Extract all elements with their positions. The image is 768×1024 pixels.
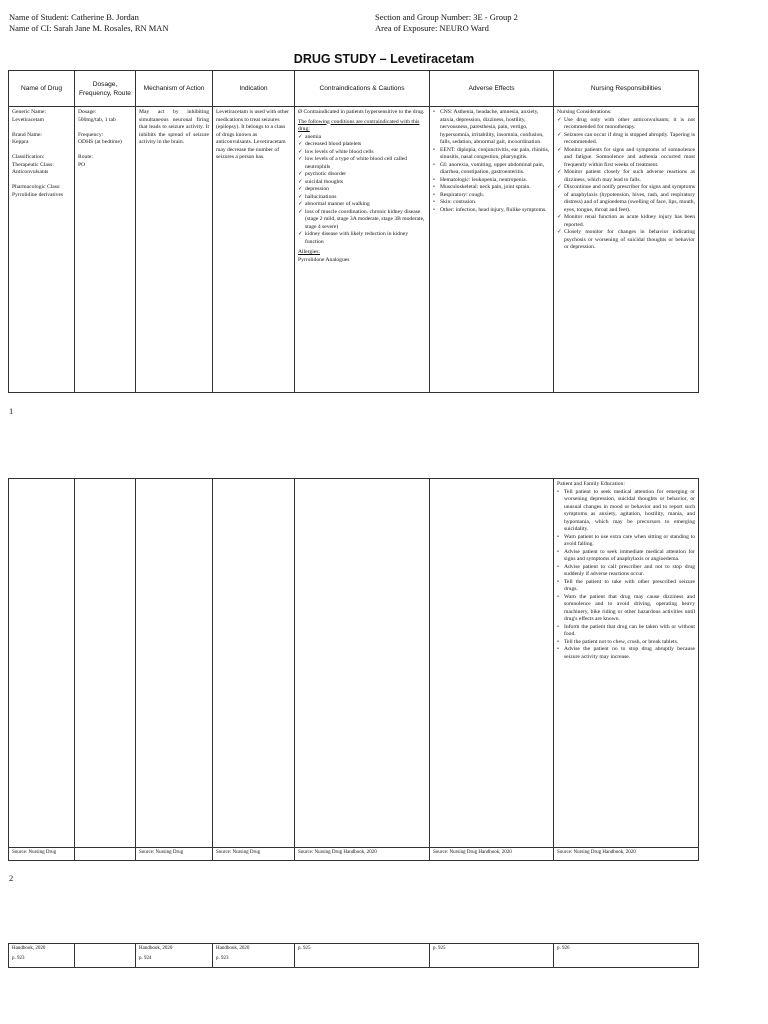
col-header-mechanism: Mechanism of Action: [136, 71, 213, 107]
empty-cell: [9, 479, 75, 848]
education-item: • Warn the patient that drug may cause dizziness and somnolence and to avoid driving, operating heavy machinery, bike riding or other hazardous activities until drug's effects are known.: [557, 594, 695, 624]
empty-cell: [430, 479, 554, 848]
contra-item: ✓ depression: [298, 186, 426, 194]
page-number-1: 1: [9, 406, 14, 416]
education-item: • Tell the patient to take with other prescribed seizure drugs.: [557, 579, 695, 594]
handbook-continuation-table: [8, 943, 699, 968]
dosage-line: 500mg/tab, 1 tab: [78, 116, 116, 123]
education-list: [557, 489, 695, 662]
dosage-line: PO: [78, 161, 86, 168]
ci-name: Name of CI: Sarah Jane M. Rosales, RN MAN: [9, 23, 169, 33]
source-cell: Source: Nursing Drug Handbook, 2020: [430, 848, 554, 861]
drug-study-table-continued: [8, 478, 699, 861]
empty-cell: [136, 479, 213, 848]
contra-intro: Ø Contraindicated in patients hypersensitive to the drug.: [298, 109, 425, 115]
empty-cell: [295, 479, 430, 848]
name-of-drug-line: Therapeutic Class:: [12, 161, 54, 168]
nursing-item: ✓ Monitor patients for signs and symptoms of somnolence and fatigue. Somnolence and asthenia occurred most frequently within first weeks of treatment.: [557, 147, 695, 170]
nursing-item: ✓ Closely monitor for changes in behavior indicating psychosis or worsening of suicidal thoughts or behavior or depression.: [557, 229, 695, 252]
dosage-cell: [75, 107, 136, 393]
name-of-drug-line: Anticonvulsants: [12, 169, 49, 175]
education-item: • Advise the patient no to stop drug abruptly because seizure activity may increase.: [557, 646, 695, 661]
student-name: Name of Student: Catherine B. Jordan: [9, 12, 139, 22]
handbook-cell: [75, 944, 136, 968]
education-item: • Tell the patient not to chew, crush, or break tablets.: [557, 639, 695, 647]
adverse-item: • Skin: contusion.: [433, 199, 550, 207]
education-item: • Advise patient to call prescriber and not to stop drug suddenly if adverse reactions occur.: [557, 564, 695, 579]
nursing-item: ✓ Use drug only with other anticonvulsants; it is not recommended for monotherapy.: [557, 117, 695, 132]
col-header-name: Name of Drug: [9, 71, 75, 107]
empty-cell: [75, 479, 136, 848]
adverse-item: • Other: infection, head injury, flulike symptoms.: [433, 207, 550, 215]
col-header-indication: Indication: [213, 71, 295, 107]
drug-study-table: [8, 70, 699, 393]
contra-item: ✓ psychotic disorder: [298, 171, 426, 179]
education-item: • Advise patient to seek immediate medical attention for signs and symptoms of anaphylaxis or angioedema.: [557, 549, 695, 564]
nursing-item: ✓ Seizures can occur if drug is stopped abruptly. Tapering is recommended.: [557, 132, 695, 147]
dosage-line: [78, 147, 132, 155]
contra-item: ✓ low levels of a type of white blood cell called neutrophils: [298, 156, 426, 171]
dosage-line: [78, 124, 132, 132]
contra-item: ✓ low levels of white blood cells: [298, 149, 426, 157]
nursing-list: [557, 117, 695, 252]
empty-cell: [213, 479, 295, 848]
source-cell: Source: Nursing Drug: [136, 848, 213, 861]
contra-item: ✓ kidney disease with likely reduction in kidney function: [298, 231, 426, 246]
education-item: • Inform the patient that drug can be taken with or without food.: [557, 624, 695, 639]
page-title: DRUG STUDY – Levetiracetam: [293, 52, 475, 66]
name-of-drug-line: Pyrrolidine derivatives: [12, 191, 64, 198]
contra-item: ✓ suicidal thoughts: [298, 179, 426, 187]
name-of-drug-line: Keppra: [12, 139, 29, 145]
name-of-drug-line: Brand Name:: [12, 131, 42, 138]
name-of-drug-line: [12, 124, 71, 132]
contra-item: ✓ abnormal manner of walking: [298, 201, 426, 209]
contra-list: [298, 134, 426, 247]
name-of-drug-line: Classification:: [12, 154, 45, 160]
name-of-drug-line: Pharmacologic Class:: [12, 184, 61, 190]
page-number-2: 2: [9, 873, 14, 883]
adverse-item: • Musculoskeletal: neck pain, joint sprain.: [433, 184, 550, 192]
col-header-nursing: Nursing Responsibilities: [554, 71, 699, 107]
mechanism-cell: May act by inhibiting simultaneous neuronal firing that leads to seizure activity. It inhibits the spread of seizure activity in the brain.: [136, 107, 213, 393]
contra-item: ✓ hallucinations: [298, 194, 426, 202]
adverse-item: • Hematologic: leukopenia, neutropenia.: [433, 177, 550, 185]
table-header-row: [9, 71, 699, 107]
nursing-item: ✓ Monitor patient closely for such adverse reactions as dizziness, which may lead to falls.: [557, 169, 695, 184]
dosage-line: Dosage:: [78, 109, 97, 115]
source-cell: Source: Nursing Drug Handbook, 2020: [554, 848, 699, 861]
education-heading: Patient and Family Education:: [557, 481, 625, 487]
adverse-item: • EENT: diplopia, conjunctivitis, ear pain, rhinitis, sinusitis, nasal congestion, pharyngitis.: [433, 147, 550, 162]
col-header-dosage: Dosage, Frequency, Route: [75, 71, 136, 107]
handbook-row: [9, 944, 699, 968]
contra-item: ✓ anemia: [298, 134, 426, 142]
handbook-cell: p. 925: [430, 944, 554, 968]
section-group: Section and Group Number: 3E - Group 2: [375, 12, 518, 22]
adverse-item: • CNS: Asthenia, headache, amnesia, anxiety, ataxia, depression, dizziness, hostility, nervousness, paresthesia, pain, vertigo, hypersomnia, irritability, insomnia, confusion, falls, sedation, abnormal gait, incoordination.: [433, 109, 550, 147]
source-cell: [75, 848, 136, 861]
table-row: [9, 479, 699, 848]
education-cell: [554, 479, 699, 848]
nursing-cell: [554, 107, 699, 393]
dosage-list: [78, 109, 132, 169]
dosage-line: ODHS (at bedtime): [78, 139, 122, 145]
name-of-drug-line: [12, 177, 71, 185]
nursing-item: ✓ Monitor renal function as acute kidney injury has been reported.: [557, 214, 695, 229]
education-item: • Tell patient to seek medical attention for emerging or worsening depression, suicidal thoughts or behavior, or unusual changes in mood or behavior and to report such symptoms as anxiety, agitation, hostility, mania, and hypomania, which may be precursors to emerging suicidality.: [557, 489, 695, 534]
indication-cell: Levetiracetam is used with other medications to treat seizures (epilepsy). It belongs to a class of drugs known as anticonvulsants. Levetiracetam may decrease the number of seizures a person has.: [213, 107, 295, 393]
name-of-drug-cell: [9, 107, 75, 393]
nursing-heading: Nursing Considerations:: [557, 109, 612, 115]
dosage-line: Route:: [78, 154, 93, 160]
handbook-cell: Handbook, 2020 p. 923: [9, 944, 75, 968]
sources-row: [9, 848, 699, 861]
col-header-adverse: Adverse Effects: [430, 71, 554, 107]
source-cell: Source: Nursing Drug: [9, 848, 75, 861]
handbook-cell: Handbook, 2020 p. 924: [136, 944, 213, 968]
allergies-value: Pyrrolidone Analogues: [298, 256, 350, 263]
name-of-drug-line: Levetiracetam: [12, 116, 44, 123]
nursing-item: ✓ Discontinue and notify prescriber for signs and symptoms of anaphylaxis (hypotension, hives, rash, and respiratory distress) and of angioedema (swelling of face, lips, mouth, eyes, tongue, throat and feet).: [557, 184, 695, 214]
handbook-cell: Handbook, 2020 p. 923: [213, 944, 295, 968]
contra-cell: [295, 107, 430, 393]
name-of-drug-list: [12, 109, 71, 199]
source-cell: Source: Nursing Drug Handbook, 2020: [295, 848, 430, 861]
adverse-cell: [430, 107, 554, 393]
dosage-line: Frequency:: [78, 131, 104, 138]
education-item: • Warn patient to use extra care when sitting or standing to avoid falling.: [557, 534, 695, 549]
adverse-item: • Respiratory: cough.: [433, 192, 550, 200]
area-of-exposure: Area of Exposure: NEURO Ward: [375, 23, 489, 33]
contra-item: ✓ loss of muscle coordination. chronic kidney disease (stage 2 mild, stage 3A moderate, stage 3B moderate, stage 4 severe): [298, 209, 426, 232]
adverse-item: • GI: anorexia, vomiting, upper abdominal pain, diarrhea, constipation, gastroenteritis.: [433, 162, 550, 177]
name-of-drug-line: [12, 147, 71, 155]
adverse-list: [433, 109, 550, 214]
table-row: [9, 107, 699, 393]
contra-item: ✓ decreased blood platelets: [298, 141, 426, 149]
name-of-drug-line: Generic Name:: [12, 109, 47, 115]
handbook-cell: p. 925: [295, 944, 430, 968]
allergies-heading: Allergies:: [298, 249, 320, 255]
handbook-cell: p. 926: [554, 944, 699, 968]
source-cell: Source: Nursing Drug: [213, 848, 295, 861]
col-header-contra: Contraindications & Cautions: [295, 71, 430, 107]
contra-heading: The following conditions are contraindicated with this drug:: [298, 118, 420, 132]
